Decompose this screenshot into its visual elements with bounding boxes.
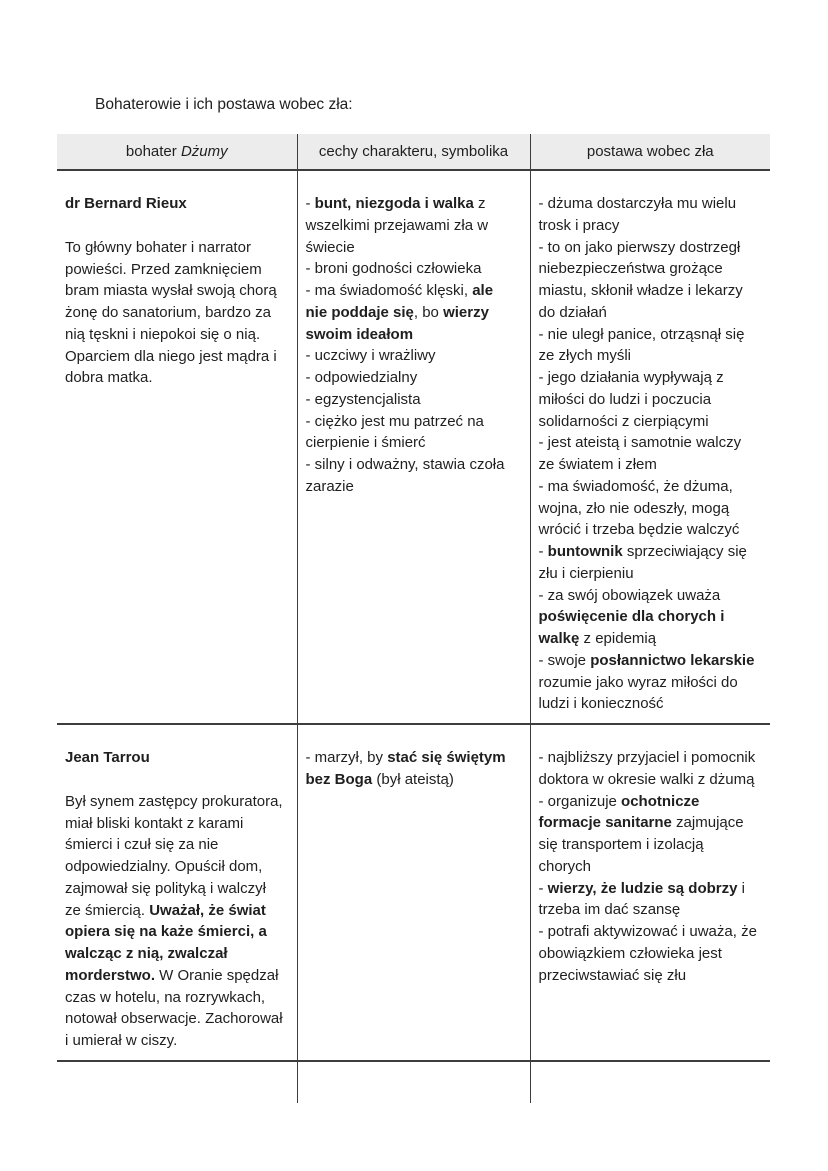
table-cell-dr-bernard-rieux-postawa-wobec-zla [530, 170, 770, 724]
text-run: sprzeciwiający się złu i cierpieniu [538, 543, 747, 582]
text-run: (był ateistą) [372, 770, 454, 788]
text-run: - dżuma dostarczyła mu wielu trosk i pracy [538, 195, 737, 234]
bold-text-run: ale nie poddaje się [305, 282, 494, 321]
table-cell-empty-continued-bohater-dzumy [57, 1061, 297, 1103]
bold-text-run: Uważał, że świat opiera się na każe śmierci, a walcząc z nią, zwalczał morderstwo. [65, 901, 267, 984]
column-header-postawa-wobec-zla [530, 134, 770, 170]
text-run: To główny bohater i narrator powieści. Przed zamknięciem bram miasta wysłał swoją chorą żonę do sanatorium, bardzo za nią tęskni i niepokoi się o nią. Oparciem dla niego jest mądra i dobra matka. [65, 238, 277, 387]
paragraph [306, 280, 518, 345]
bold-text-run: wierzy, że ludzie są dobrzy [547, 879, 738, 897]
text-run: - marzył, by [305, 749, 388, 766]
text-run: - silny i odważny, stawia czoła zarazie [305, 456, 505, 495]
table-cell-dr-bernard-rieux-cechy-charakteru-symbolika [297, 170, 530, 724]
paragraph [539, 878, 759, 922]
text-run: bohater [125, 142, 181, 160]
paragraph [539, 324, 759, 368]
bold-text-run: buntownik [547, 543, 623, 560]
table-cell-empty-continued-cechy-charakteru-symbolika [297, 1061, 530, 1103]
paragraph [539, 476, 759, 541]
text-run: cechy charakteru, symbolika [318, 142, 509, 160]
bold-text-run: poświęcenie dla chorych i walkę [538, 608, 725, 647]
text-run: - za swój obowiązek uważa [538, 586, 721, 604]
page-title: Bohaterowie i ich postawa wobec zła: [95, 96, 353, 113]
bold-text-run: bunt, niezgoda i walka [314, 195, 474, 212]
column-header-cechy-charakteru [297, 134, 530, 170]
text-run: z wszelkimi przejawami zła w świecie [305, 195, 489, 256]
table-cell-jean-tarrou-postawa-wobec-zla [530, 724, 770, 1061]
text-run: z epidemią [579, 630, 657, 647]
text-run: - [538, 879, 548, 897]
text-run: - egzystencjalista [305, 390, 421, 408]
text-run: zajmujące się transportem i izolacją chorych [538, 814, 744, 875]
paragraph [65, 791, 285, 1052]
paragraph [539, 367, 759, 432]
text-run: postawa wobec zła [586, 142, 714, 160]
paragraph [306, 389, 518, 411]
text-run: - ma świadomość, że dżuma, wojna, zło nie odeszły, mogą wrócić i trzeba będzie walczyć [538, 477, 740, 539]
text-run: - najbliższy przyjaciel i pomocnik doktora w okresie walki z dżumą [538, 749, 756, 788]
bold-text-run: posłannictwo lekarskie [590, 651, 755, 669]
table-body [57, 170, 770, 1103]
paragraph [539, 921, 759, 986]
text-run: - organizuje [538, 792, 622, 810]
paragraph [65, 237, 285, 389]
text-run: - ciężko jest mu patrzeć na cierpienie i śmierć [305, 412, 484, 452]
text-run: , bo [413, 303, 444, 321]
paragraph [306, 367, 518, 389]
characters-table [57, 134, 770, 1103]
paragraph [306, 258, 518, 280]
text-run: - odpowiedzialny [305, 369, 418, 386]
paragraph [539, 791, 759, 878]
paragraph [306, 454, 518, 498]
bold-text-run: dr Bernard Rieux [65, 195, 187, 212]
text-run: - swoje [538, 651, 591, 669]
table-row-empty-continued [57, 1061, 770, 1103]
bold-text-run: stać się świętym bez Boga [305, 749, 506, 788]
paragraph [539, 432, 759, 476]
text-run: - broni godności człowieka [305, 260, 482, 278]
bold-text-run: wierzy swoim ideałom [305, 303, 489, 343]
text-run: - ma świadomość klęski, [305, 282, 473, 299]
paragraph [539, 541, 759, 585]
table-header [57, 134, 770, 170]
paragraph [539, 237, 759, 324]
paragraph [306, 193, 518, 258]
paragraph [65, 193, 285, 215]
text-run: - jego działania wypływają z miłości do ludzi i poczucia solidarności z cierpiącymi [538, 369, 724, 430]
paragraph [539, 650, 759, 715]
column-header-bohater-dzumy [57, 134, 297, 170]
text-run: - uczciwy i wrażliwy [305, 347, 436, 365]
table-cell-dr-bernard-rieux-bohater-dzumy [57, 170, 297, 724]
table-cell-jean-tarrou-bohater-dzumy [57, 724, 297, 1061]
table-cell-empty-continued-postawa-wobec-zla [530, 1061, 770, 1103]
bold-text-run: Jean Tarrou [65, 749, 150, 766]
table-row-jean-tarrou [57, 724, 770, 1061]
text-run: - [305, 195, 315, 212]
text-run: W Oranie spędzał czas w hotelu, na rozrywkach, notował obserwacje. Zachorował i umierał w ciszy. [65, 966, 283, 1049]
italic-text-run: Dżumy [180, 142, 228, 160]
text-run: - potrafi aktywizować i uważa, że obowiązkiem człowieka jest przeciwstawiać się złu [538, 923, 757, 984]
paragraph [306, 747, 518, 791]
header-row [57, 134, 770, 170]
text-run: Był synem zastępcy prokuratora, miał bliski kontakt z karami śmierci i czuł się za nie odpowiedzialny. Opuścił dom, zajmował się polityką i walczył ze śmiercią. [65, 792, 283, 919]
text-run: - [538, 543, 548, 560]
text-run: i trzeba im dać szansę [538, 879, 745, 919]
paragraph [306, 411, 518, 455]
table-cell-jean-tarrou-cechy-charakteru-symbolika [297, 724, 530, 1061]
table-row-dr-bernard-rieux [57, 170, 770, 724]
text-run: - nie uległ panice, otrząsnął się ze złych myśli [538, 325, 745, 365]
paragraph [539, 585, 759, 650]
paragraph [65, 747, 285, 769]
text-run: - to on jako pierwszy dostrzegł niebezpieczeństwa grożące miastu, skłonił władze i lekarzy do działań [538, 238, 743, 321]
paragraph [539, 193, 759, 237]
bold-text-run: ochotnicze formacje sanitarne [538, 792, 700, 832]
text-run: - jest ateistą i samotnie walczy ze światem i złem [538, 434, 742, 473]
text-run: rozumie jako wyraz miłości do ludzi i konieczność [538, 673, 738, 713]
paragraph [539, 747, 759, 791]
paragraph [306, 345, 518, 367]
